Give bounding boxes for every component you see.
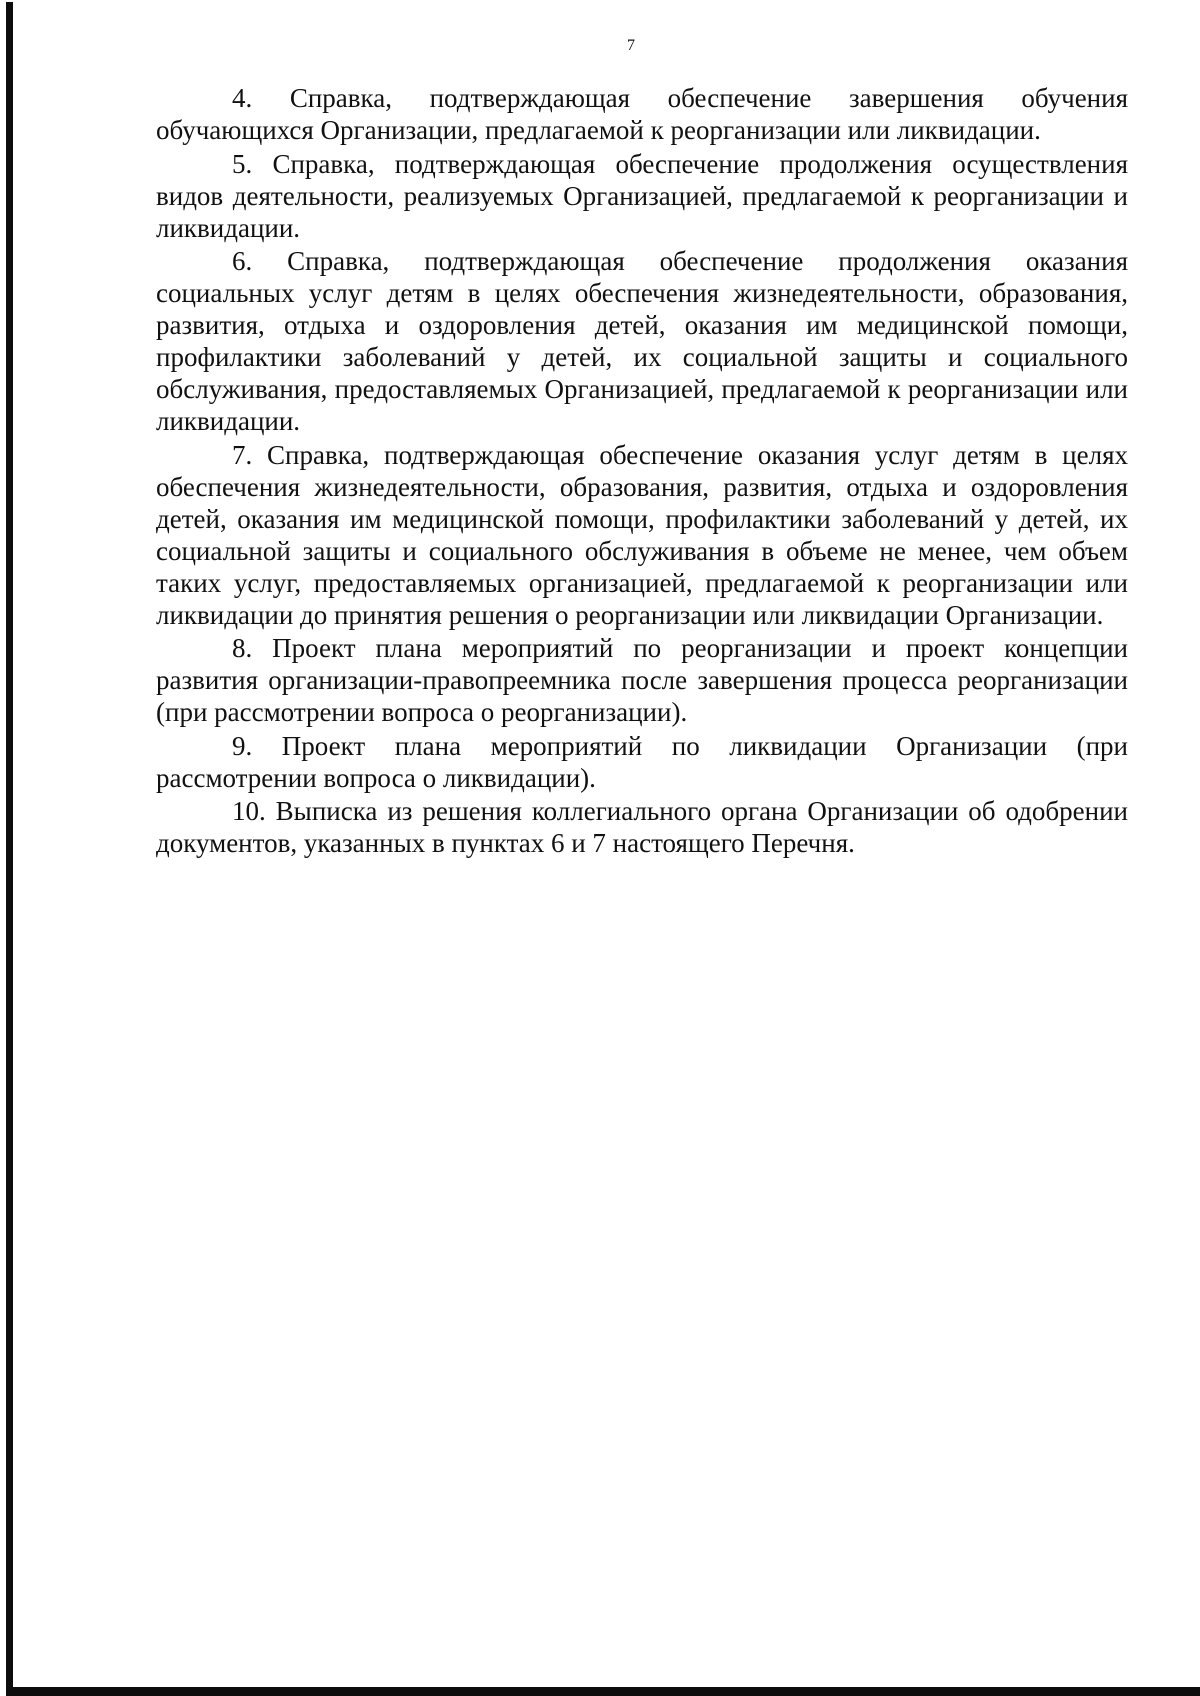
list-item: 6. Справка, подтверждающая обеспечение продолжения оказания социальных услуг детям в целях обеспечения жизнедеятельности, образования, развития, отдыха и оздоровления детей, оказания им медицинской помощи, профилактики заболеваний у детей, их социальной защиты и социального обслуживания, предоставляемых Организацией, предлагаемой к реорганизации или ликвидации. bbox=[156, 246, 1128, 436]
list-item: 8. Проект плана мероприятий по реорганизации и проект концепции развития организации-правопреемника после завершения процесса реорганизации (при рассмотрении вопроса о реорганизации). bbox=[156, 633, 1128, 727]
scan-edge-left bbox=[6, 2, 13, 1696]
list-item: 4. Справка, подтверждающая обеспечение завершения обучения обучающихся Организации, предлагаемой к реорганизации или ликвидации. bbox=[156, 83, 1128, 145]
scan-edge-bottom bbox=[6, 1687, 1200, 1696]
document-body bbox=[156, 82, 1128, 861]
list-item: 10. Выписка из решения коллегиального органа Организации об одобрении документов, указанных в пунктах 6 и 7 настоящего Перечня. bbox=[156, 796, 1128, 858]
list-item: 5. Справка, подтверждающая обеспечение продолжения осуществления видов деятельности, реализуемых Организацией, предлагаемой к реорганизации и ликвидации. bbox=[156, 148, 1128, 243]
page-number: 7 bbox=[627, 37, 635, 54]
list-item: 9. Проект плана мероприятий по ликвидации Организации (при рассмотрении вопроса о ликвидации). bbox=[156, 730, 1128, 793]
list-item: 7. Справка, подтверждающая обеспечение оказания услуг детям в целях обеспечения жизнедеятельности, образования, развития, отдыха и оздоровления детей, оказания им медицинской помощи, профилактики заболеваний у детей, их социальной защиты и социального обслуживания в объеме не менее, чем объем таких услуг, предоставляемых организацией, предлагаемой к реорганизации или ликвидации до принятия решения о реорганизации или ликвидации Организации. bbox=[156, 439, 1128, 630]
